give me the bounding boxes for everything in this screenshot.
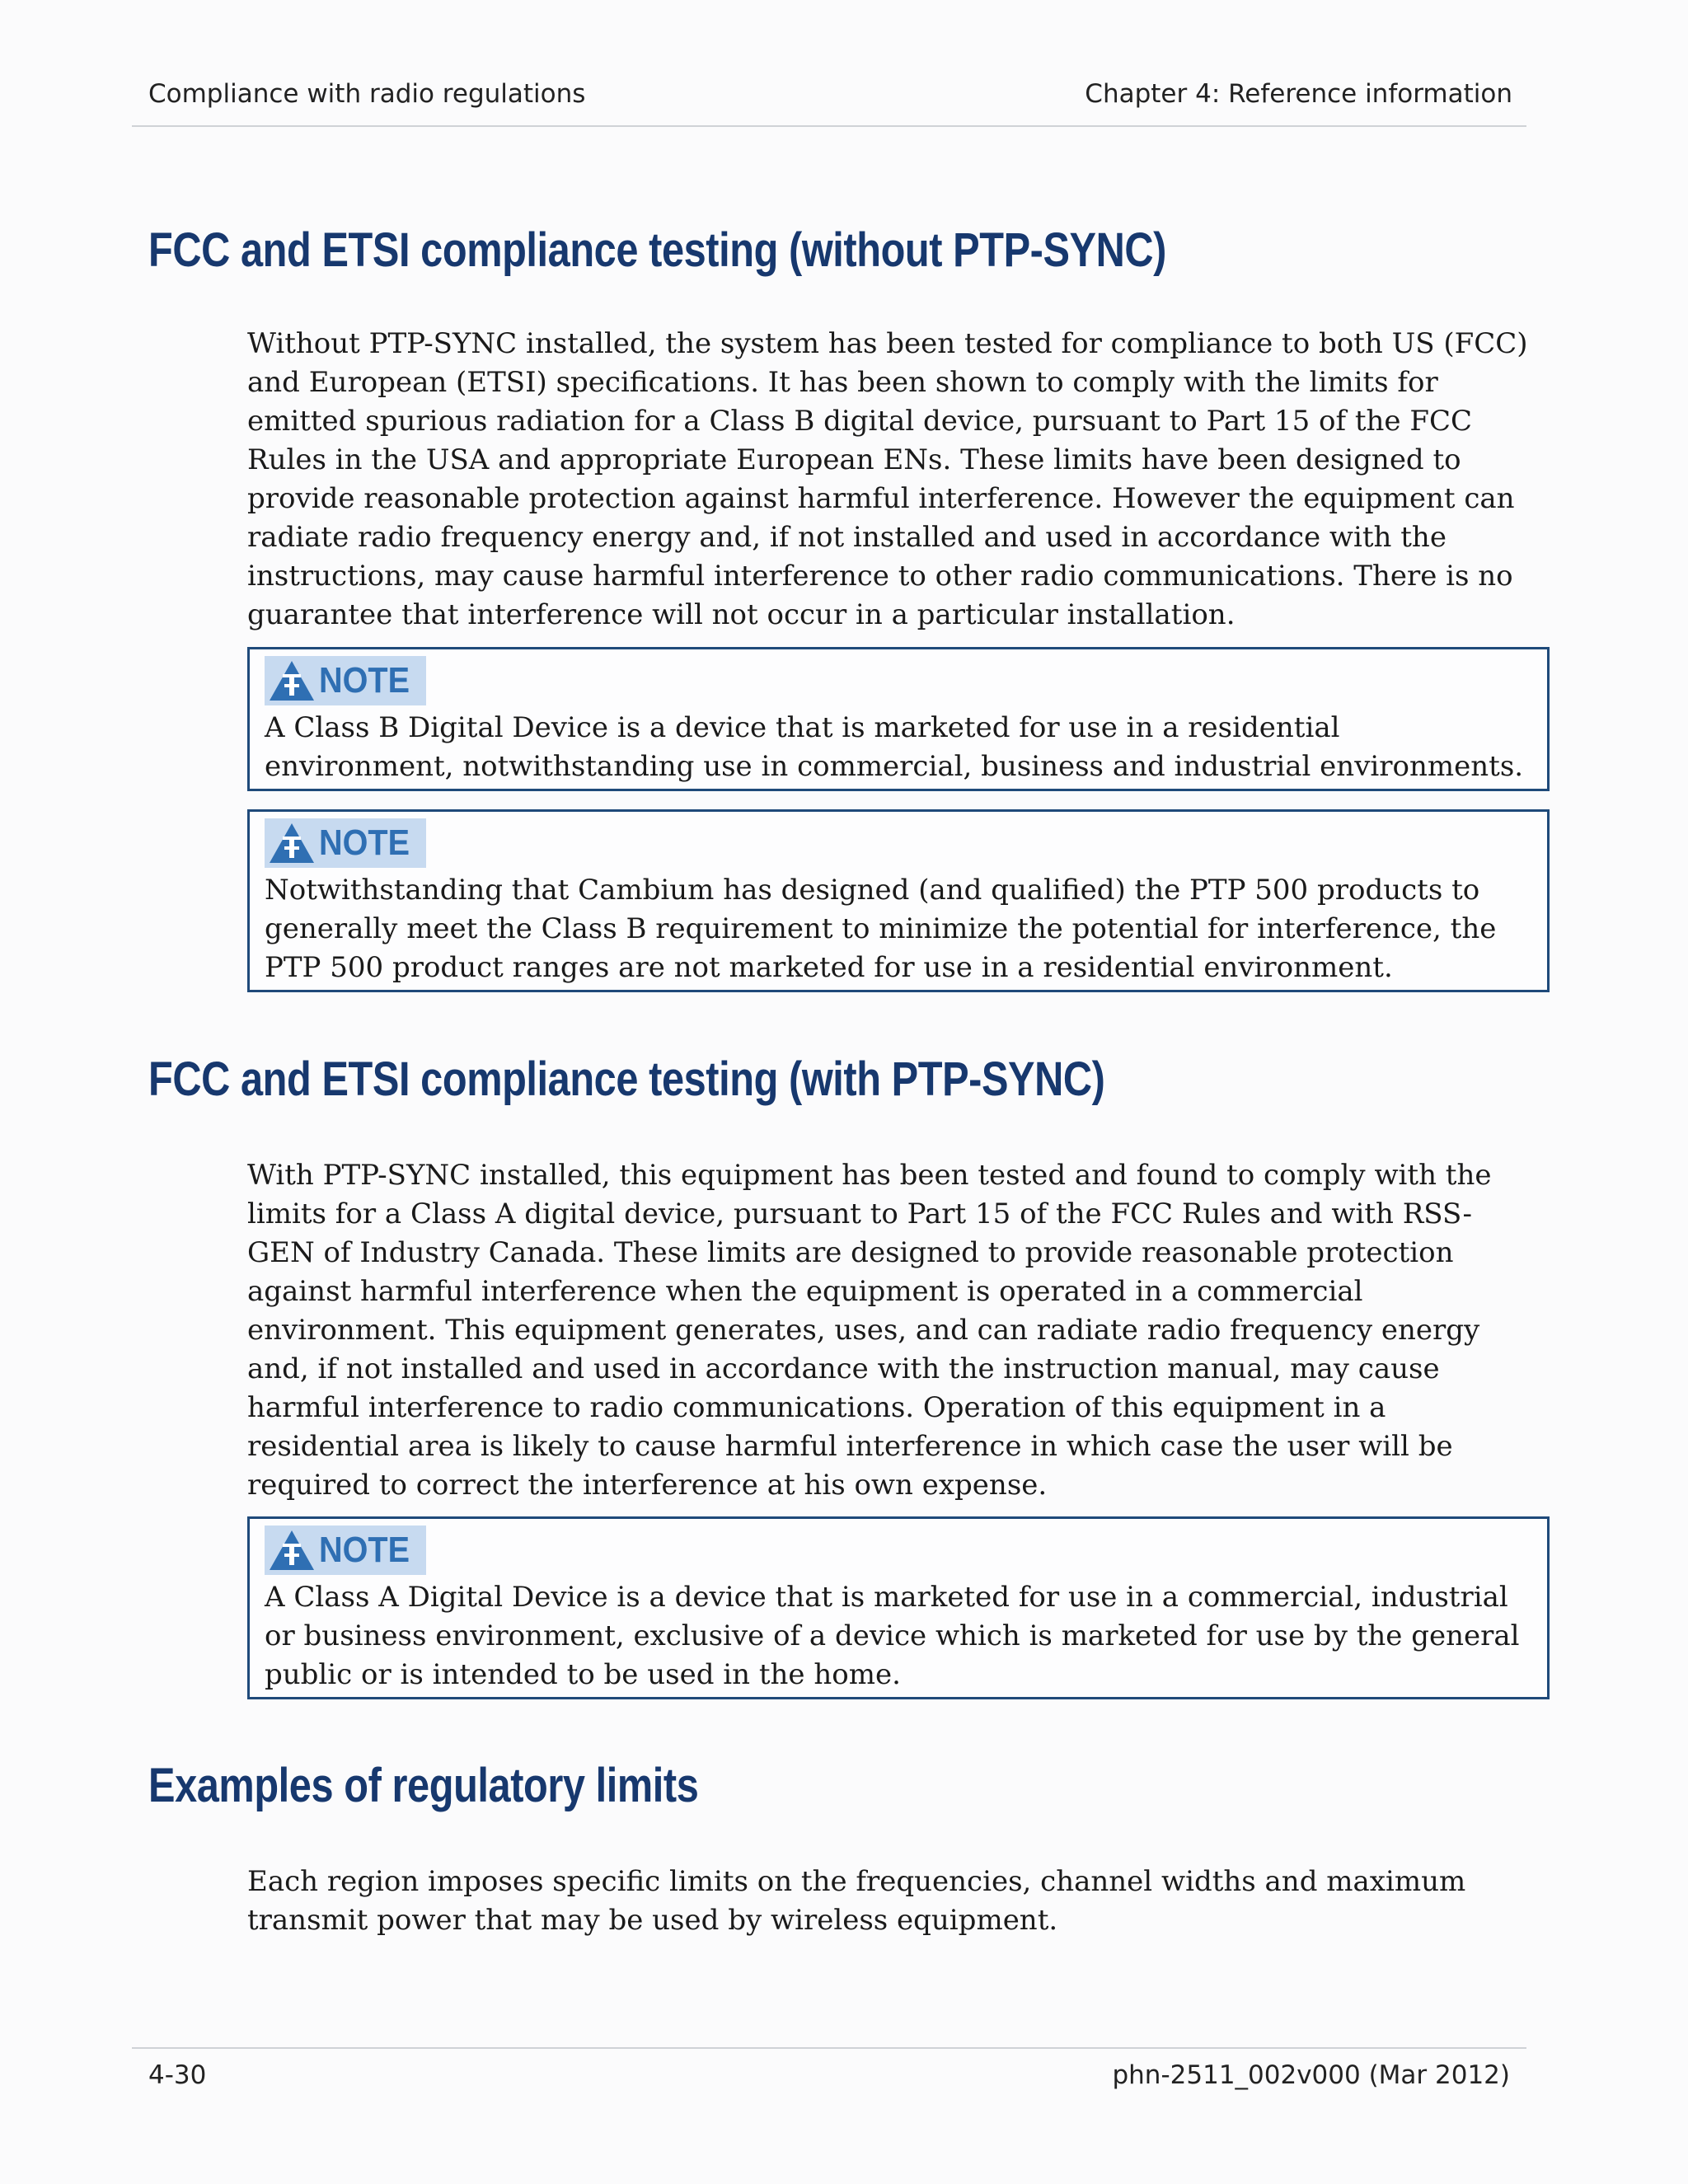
document-id: phn-2511_002v000 (Mar 2012) bbox=[1112, 2060, 1510, 2090]
warning-triangle-icon bbox=[268, 822, 316, 865]
page-number: 4-30 bbox=[148, 2060, 207, 2090]
section-heading: FCC and ETSI compliance testing (with PTP-SYNC) bbox=[148, 1052, 1105, 1106]
note-label: NOTE bbox=[319, 660, 410, 701]
note-text: Notwithstanding that Cambium has designed (and qualified) the PTP 500 products to generally meet the Class B requirement to minimize the potential for interference, the PTP 500 product ranges are not marketed for use in a residential environment. bbox=[265, 874, 1497, 984]
note-badge bbox=[265, 818, 426, 868]
note-label: NOTE bbox=[319, 823, 410, 863]
note-badge bbox=[265, 656, 426, 705]
section-heading: FCC and ETSI compliance testing (without PTP-SYNC) bbox=[148, 223, 1166, 277]
page-header bbox=[148, 79, 1512, 109]
footer-divider bbox=[132, 2047, 1526, 2049]
page-footer bbox=[148, 2060, 1510, 2090]
note-label: NOTE bbox=[319, 1530, 410, 1570]
note-box bbox=[247, 1516, 1550, 1699]
body-paragraph: Each region imposes specific limits on the frequencies, channel widths and maximum transmit power that may be used by wireless equipment. bbox=[247, 1865, 1466, 1937]
section-heading: Examples of regulatory limits bbox=[148, 1759, 699, 1812]
warning-triangle-icon bbox=[268, 659, 316, 702]
body-paragraph: With PTP-SYNC installed, this equipment has been tested and found to comply with the limits for a Class A digital device, pursuant to Part 15 of the FCC Rules and with RSS-GEN of Industry Canada. These limits are designed to provide reasonable protection against harmful interference when the equipment is operated in a commercial environment. This equipment generates, uses, and can radiate radio frequency energy and, if not installed and used in accordance with the instruction manual, may cause harmful interference to radio communications. Operation of this equipment in a residential area is likely to cause harmful interference in which case the user will be required to correct the interference at his own expense. bbox=[247, 1159, 1492, 1502]
body-paragraph: Without PTP-SYNC installed, the system has been tested for compliance to both US (FCC) and European (ETSI) specifications. It has been shown to comply with the limits for emitted spurious radiation for a Class B digital device, pursuant to Part 15 of the FCC Rules in the USA and appropriate European ENs. These limits have been designed to provide reasonable protection against harmful interference. However the equipment can radiate radio frequency energy and, if not installed and used in accordance with the instructions, may cause harmful interference to other radio communications. There is no guarantee that interference will not occur in a particular installation. bbox=[247, 327, 1528, 631]
note-box bbox=[247, 647, 1550, 791]
header-divider bbox=[132, 125, 1526, 127]
note-text: A Class A Digital Device is a device that is marketed for use in a commercial, industrial or business environment, exclusive of a device which is marketed for use by the general public or is intended to be used in the home. bbox=[265, 1581, 1520, 1691]
warning-triangle-icon bbox=[268, 1529, 316, 1572]
note-box bbox=[247, 809, 1550, 992]
header-chapter-title: Chapter 4: Reference information bbox=[1085, 79, 1512, 109]
note-text: A Class B Digital Device is a device that is marketed for use in a residential environment, notwithstanding use in commercial, business and industrial environments. bbox=[265, 711, 1524, 783]
header-section-title: Compliance with radio regulations bbox=[148, 79, 586, 109]
note-badge bbox=[265, 1526, 426, 1575]
